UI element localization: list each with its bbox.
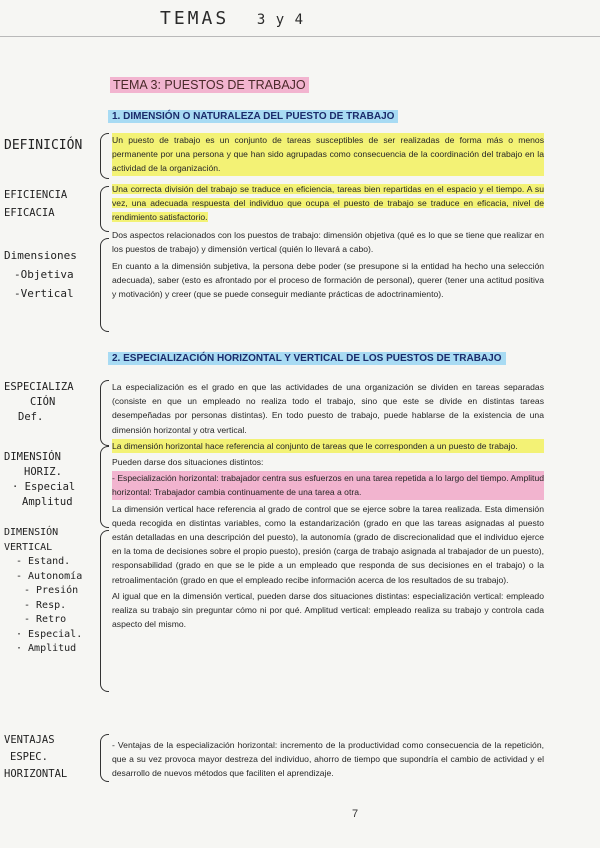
header-title: TEMAS — [160, 8, 230, 29]
situations-paragraph: Pueden darse dos situaciones distintos: — [112, 457, 264, 468]
bracket-ventajas — [100, 734, 109, 782]
header-rule — [0, 36, 600, 37]
margin-especializacion: ESPECIALIZA CIÓN Def. — [4, 381, 74, 423]
header-numbers: 3 y 4 — [256, 12, 305, 28]
vertical-paragraph: La dimensión vertical hace referencia al grado de control que se ejerce sobre la tarea realizada. Esta dimensión queda recogida en distintas variables, como la estandarización (grado en que las tareas asignadas al puesto están detalladas en una descripción del puesto), la autonomía (grado de discrecionalidad que el individuo ejerce en la toma de decisiones sobre el propio puesto), presión (carga de trabajo asignada al trabajador de un puesto), responsabilidad (grado en que se le pide a un empleado que responda de sus decisiones en el trabajo) o la retroalimentación (grado en que el empleado recibe información acerca de los resultados de su trabajo). — [112, 503, 544, 585]
efficiency-text: Una correcta división del trabajo se traduce en eficiencia, tareas bien repartidas en el espacio y el tiempo. A su vez, una adecuada respuesta del individuo que ocupa el puesto de trabajo se traduce en eficacia, nivel de rendimiento satisfactorio. — [112, 183, 544, 223]
margin-dim-horizontal: DIMENSIÓN HORIZ. · Especial Amplitud — [4, 451, 76, 508]
handwritten-header — [160, 8, 304, 29]
bracket-especializacion — [100, 380, 109, 446]
bracket-definicion — [100, 133, 109, 179]
definition-paragraph: Un puesto de trabajo es un conjunto de tareas susceptibles de ser realizadas de forma más o menos permanente por una persona y que han sido agrupadas como consecuencia de la coordinación del trabajo en la actividad de la organización. — [112, 133, 544, 176]
bracket-horizontal — [100, 446, 109, 528]
section1-body — [112, 133, 544, 303]
section1-heading: 1. DIMENSIÓN O NATURALEZA DEL PUESTO DE TRABAJO — [108, 110, 398, 123]
bracket-vertical — [100, 530, 109, 692]
advantages-block — [112, 738, 544, 783]
section2-body — [112, 380, 544, 633]
dimensions-paragraph: Dos aspectos relacionados con los puestos de trabajo: dimensión objetiva (qué es lo que se tiene que realizar en los puestos de trabajo) y dimensión vertical (quién lo llevará a cabo). — [112, 230, 544, 255]
specialization-paragraph: La especialización es el grado en que las actividades de una organización se dividen en tareas separadas (consiste en que un empleado no realiza todo el trabajo, sino que este se divide en distintas tareas desempeñadas por personas distintas). En todo puesto de trabajo, puede hablarse de la existencia de una dimensión horizontal y otra vertical. — [112, 382, 544, 435]
margin-ventajas: VENTAJAS ESPEC. HORIZONTAL — [4, 734, 68, 780]
margin-dim-vertical: DIMENSIÓN VERTICAL - Estand. - Autonomía - Presión - Resp. - Retro · Especial. · Amplitud — [4, 527, 83, 654]
horizontal-situations: - Especialización horizontal: trabajador centra sus esfuerzos en una tarea repetida a lo largo del tiempo. Amplitud horizontal: Trabajador cambia continuamente de una tarea a otra. — [112, 471, 544, 499]
margin-eficiencia: EFICIENCIA EFICACIA — [4, 189, 68, 219]
bracket-eficiencia — [100, 186, 109, 232]
subjective-paragraph: En cuanto a la dimensión subjetiva, la persona debe poder (se presupone si la entidad ha hecho una selección adecuada), saber (esto es afrontado por el proceso de formación de personal), querer (tener una actitud positiva y motivación) y creer (que se puede conseguir mediante prácticas de adoctrinamiento). — [112, 260, 544, 300]
page-number: 7 — [352, 808, 359, 820]
efficiency-paragraph — [112, 182, 544, 225]
section2-heading: 2. ESPECIALIZACIÓN HORIZONTAL Y VERTICAL DE LOS PUESTOS DE TRABAJO — [108, 352, 506, 365]
margin-dimensiones: Dimensiones -Objetiva -Vertical — [4, 249, 77, 300]
vertical-situations: Al igual que en la dimensión vertical, pueden darse dos situaciones distintas: especialización vertical: empleado realiza su trabajo sin preguntar cómo ni por qué. Amplitud vertical: empleado realiza su trabajo y controla cada aspecto del mismo. — [112, 590, 544, 630]
tema-title: TEMA 3: PUESTOS DE TRABAJO — [110, 77, 309, 93]
horizontal-paragraph: La dimensión horizontal hace referencia al conjunto de tareas que le corresponden a un puesto de trabajo. — [112, 439, 544, 453]
margin-definicion: DEFINICIÓN — [4, 138, 83, 153]
bracket-dimensiones — [100, 238, 109, 332]
advantages-paragraph: - Ventajas de la especialización horizontal: incremento de la productividad como consecuencia de la repetición, que a su vez provoca mayor destreza del individuo, ahorro de tiempo que supondría el cambio de actividad y el desarrollo de nuevos métodos que faciliten el aprendizaje. — [112, 740, 544, 779]
